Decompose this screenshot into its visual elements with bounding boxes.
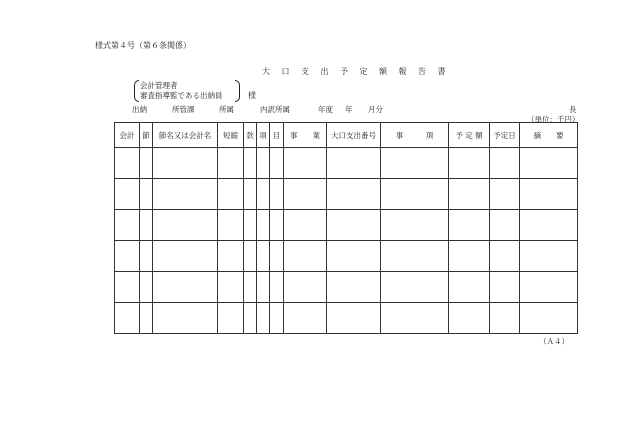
- table-cell[interactable]: [490, 241, 520, 272]
- col-yoteigaku: 予 定 額: [449, 123, 490, 148]
- table-cell[interactable]: [244, 210, 257, 241]
- table-cell[interactable]: [327, 272, 381, 303]
- table-cell[interactable]: [327, 241, 381, 272]
- table-row: [115, 241, 578, 272]
- table-row: [115, 272, 578, 303]
- table-cell[interactable]: [327, 179, 381, 210]
- report-table: [114, 122, 578, 334]
- label-shokanka: 所管課: [172, 105, 195, 114]
- table-row: [115, 179, 578, 210]
- table-cell[interactable]: [257, 241, 270, 272]
- table-cell[interactable]: [381, 179, 449, 210]
- table-cell[interactable]: [244, 148, 257, 179]
- table-cell[interactable]: [520, 303, 578, 334]
- table-cell[interactable]: [153, 148, 218, 179]
- table-cell[interactable]: [270, 148, 284, 179]
- table-cell[interactable]: [153, 303, 218, 334]
- col-kaikei: 会計: [115, 123, 140, 148]
- table-cell[interactable]: [490, 210, 520, 241]
- col-ookuchi-bangou: 大口支出番号: [327, 123, 381, 148]
- table-cell[interactable]: [490, 148, 520, 179]
- table-cell[interactable]: [115, 241, 140, 272]
- table-cell[interactable]: [490, 272, 520, 303]
- table-cell[interactable]: [140, 179, 153, 210]
- table-cell[interactable]: [284, 179, 327, 210]
- table-cell[interactable]: [449, 303, 490, 334]
- table-cell[interactable]: [381, 303, 449, 334]
- table-cell[interactable]: [449, 179, 490, 210]
- table-cell[interactable]: [115, 272, 140, 303]
- table-cell[interactable]: [270, 241, 284, 272]
- table-cell[interactable]: [115, 148, 140, 179]
- table-cell[interactable]: [218, 210, 244, 241]
- table-cell[interactable]: [115, 303, 140, 334]
- table-cell[interactable]: [284, 303, 327, 334]
- col-tanshuku: 短縮: [218, 123, 244, 148]
- table-cell[interactable]: [327, 303, 381, 334]
- table-cell[interactable]: [257, 179, 270, 210]
- table-cell[interactable]: [327, 210, 381, 241]
- table-cell[interactable]: [244, 179, 257, 210]
- role-treasurer: 会計管理者: [140, 81, 178, 90]
- col-kou: 項: [257, 123, 270, 148]
- table-cell[interactable]: [270, 272, 284, 303]
- table-row: [115, 303, 578, 334]
- table-cell[interactable]: [218, 179, 244, 210]
- table-cell[interactable]: [153, 272, 218, 303]
- table-cell[interactable]: [140, 241, 153, 272]
- label-suitou: 出納: [132, 105, 147, 114]
- table-cell[interactable]: [244, 241, 257, 272]
- table-cell[interactable]: [270, 303, 284, 334]
- label-uchiwake: 内訳所属: [260, 105, 290, 114]
- table-cell[interactable]: [381, 241, 449, 272]
- table-cell[interactable]: [153, 241, 218, 272]
- table-cell[interactable]: [115, 179, 140, 210]
- table-cell[interactable]: [520, 179, 578, 210]
- table-cell[interactable]: [218, 303, 244, 334]
- table-row: [115, 148, 578, 179]
- paper-size-label: （Ａ４）: [539, 337, 569, 346]
- label-nendo: 年度: [318, 105, 333, 114]
- unit-label: （単位：千円）: [527, 115, 580, 124]
- col-moku: 目: [270, 123, 284, 148]
- table-cell[interactable]: [244, 303, 257, 334]
- table-cell[interactable]: [257, 210, 270, 241]
- table-cell[interactable]: [270, 210, 284, 241]
- form-number: 様式第４号（第６条関係）: [95, 41, 191, 50]
- table-cell[interactable]: [284, 210, 327, 241]
- table-cell[interactable]: [381, 148, 449, 179]
- table-cell[interactable]: [381, 210, 449, 241]
- table-body: [115, 148, 578, 334]
- table-cell[interactable]: [153, 179, 218, 210]
- table-cell[interactable]: [140, 272, 153, 303]
- table-cell[interactable]: [218, 272, 244, 303]
- table-cell[interactable]: [140, 148, 153, 179]
- table-cell[interactable]: [284, 241, 327, 272]
- table-cell[interactable]: [449, 272, 490, 303]
- table-cell[interactable]: [153, 210, 218, 241]
- table-cell[interactable]: [257, 272, 270, 303]
- left-paren: [134, 80, 139, 102]
- table-cell[interactable]: [257, 303, 270, 334]
- table-cell[interactable]: [327, 148, 381, 179]
- label-nen: 年: [345, 105, 353, 114]
- label-tsukibun: 月分: [368, 105, 383, 114]
- table-cell[interactable]: [520, 210, 578, 241]
- table-cell[interactable]: [449, 210, 490, 241]
- table-cell[interactable]: [140, 303, 153, 334]
- table-cell[interactable]: [520, 148, 578, 179]
- col-tekiyou: 摘 要: [520, 123, 578, 148]
- col-jigyou: 事 業: [284, 123, 327, 148]
- col-kan: 款: [244, 123, 257, 148]
- table-cell[interactable]: [449, 241, 490, 272]
- table-cell[interactable]: [244, 272, 257, 303]
- table-cell[interactable]: [449, 148, 490, 179]
- table-cell[interactable]: [218, 241, 244, 272]
- table-cell[interactable]: [520, 272, 578, 303]
- col-yoteibi: 予定日: [490, 123, 520, 148]
- col-jikou: 事 項: [381, 123, 449, 148]
- table-cell[interactable]: [257, 148, 270, 179]
- col-setsumei: 節名又は会計名: [153, 123, 218, 148]
- role-auditor: 審査指導監である出納員: [140, 91, 223, 100]
- table-cell[interactable]: [284, 272, 327, 303]
- table-cell[interactable]: [218, 148, 244, 179]
- table-row: [115, 210, 578, 241]
- table-cell[interactable]: [381, 272, 449, 303]
- right-paren: [235, 80, 240, 102]
- table-cell[interactable]: [490, 303, 520, 334]
- table-cell[interactable]: [284, 148, 327, 179]
- table-cell[interactable]: [520, 241, 578, 272]
- table-cell[interactable]: [270, 179, 284, 210]
- table-cell[interactable]: [140, 210, 153, 241]
- table-cell[interactable]: [115, 210, 140, 241]
- table-cell[interactable]: [490, 179, 520, 210]
- page-title: 大口支出予定額報告書: [262, 67, 457, 76]
- col-setsu: 節: [140, 123, 153, 148]
- honorific: 様: [248, 91, 256, 100]
- header-row: [115, 123, 578, 148]
- label-shozoku: 所属: [219, 105, 234, 114]
- label-cho: 長: [569, 105, 577, 114]
